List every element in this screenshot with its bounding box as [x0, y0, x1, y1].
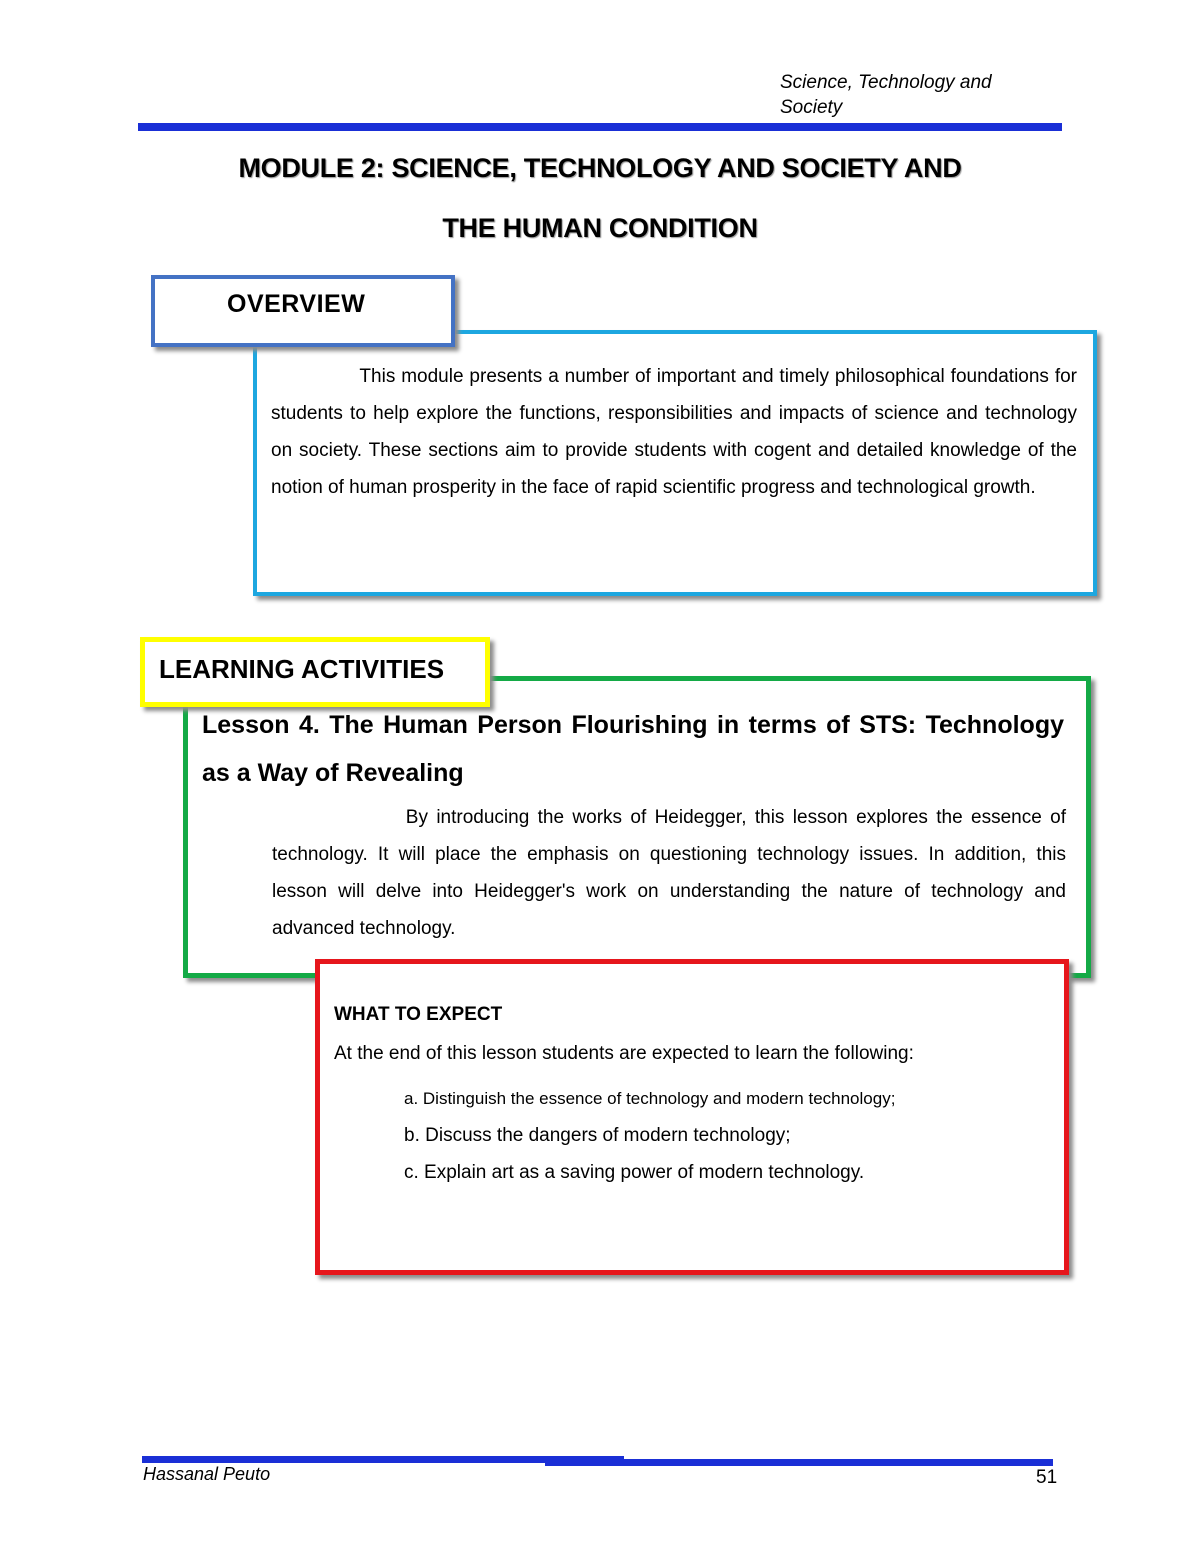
footer-author: Hassanal Peuto	[143, 1464, 271, 1484]
running-header-line1: Science, Technology and	[780, 72, 992, 93]
header-rule	[138, 123, 1062, 131]
module-title-line2: THE HUMAN CONDITION	[442, 213, 758, 243]
list-item: a. Distinguish the essence of technology and modern technology;	[404, 1089, 896, 1108]
lesson-title: Lesson 4. The Human Person Flourishing in terms of STS: Technology as a Way of Revealing	[202, 711, 1064, 787]
overview-box	[253, 330, 1097, 596]
module-title-line1: MODULE 2: SCIENCE, TECHNOLOGY AND SOCIETY AND	[238, 153, 962, 183]
what-to-expect-intro: At the end of this lesson students are expected to learn the following:	[334, 1043, 914, 1064]
running-header	[780, 70, 1080, 120]
overview-text: This module presents a number of important and timely philosophical foundations for students to help explore the functions, responsibilities and impacts of science and technology on society. These sections aim to provide students with cogent and detailed knowledge of the notion of human prosperity in the face of rapid scientific progress and technological growth.	[271, 366, 1077, 498]
learning-activities-box	[183, 676, 1091, 978]
overview-label: OVERVIEW	[227, 290, 366, 318]
what-to-expect-heading: WHAT TO EXPECT	[334, 1004, 503, 1025]
objectives-list	[404, 1080, 895, 1191]
overview-label-box	[151, 275, 455, 347]
list-item: c. Explain art as a saving power of modern technology.	[404, 1162, 865, 1183]
running-header-line2: Society	[780, 97, 843, 118]
lesson-description: By introducing the works of Heidegger, this lesson explores the essence of technology. It will place the emphasis on questioning technology issues. In addition, this lesson will delve into Heidegger's work on understanding the nature of technology and advanced technology.	[272, 807, 1066, 939]
learning-activities-label-box	[140, 637, 490, 707]
learning-activities-label: LEARNING ACTIVITIES	[159, 654, 445, 684]
page-number: 51	[1036, 1467, 1058, 1488]
footer-rule-right	[545, 1459, 1053, 1466]
module-title	[120, 138, 1080, 258]
what-to-expect-box	[315, 959, 1069, 1275]
list-item: b. Discuss the dangers of modern technology;	[404, 1125, 791, 1146]
